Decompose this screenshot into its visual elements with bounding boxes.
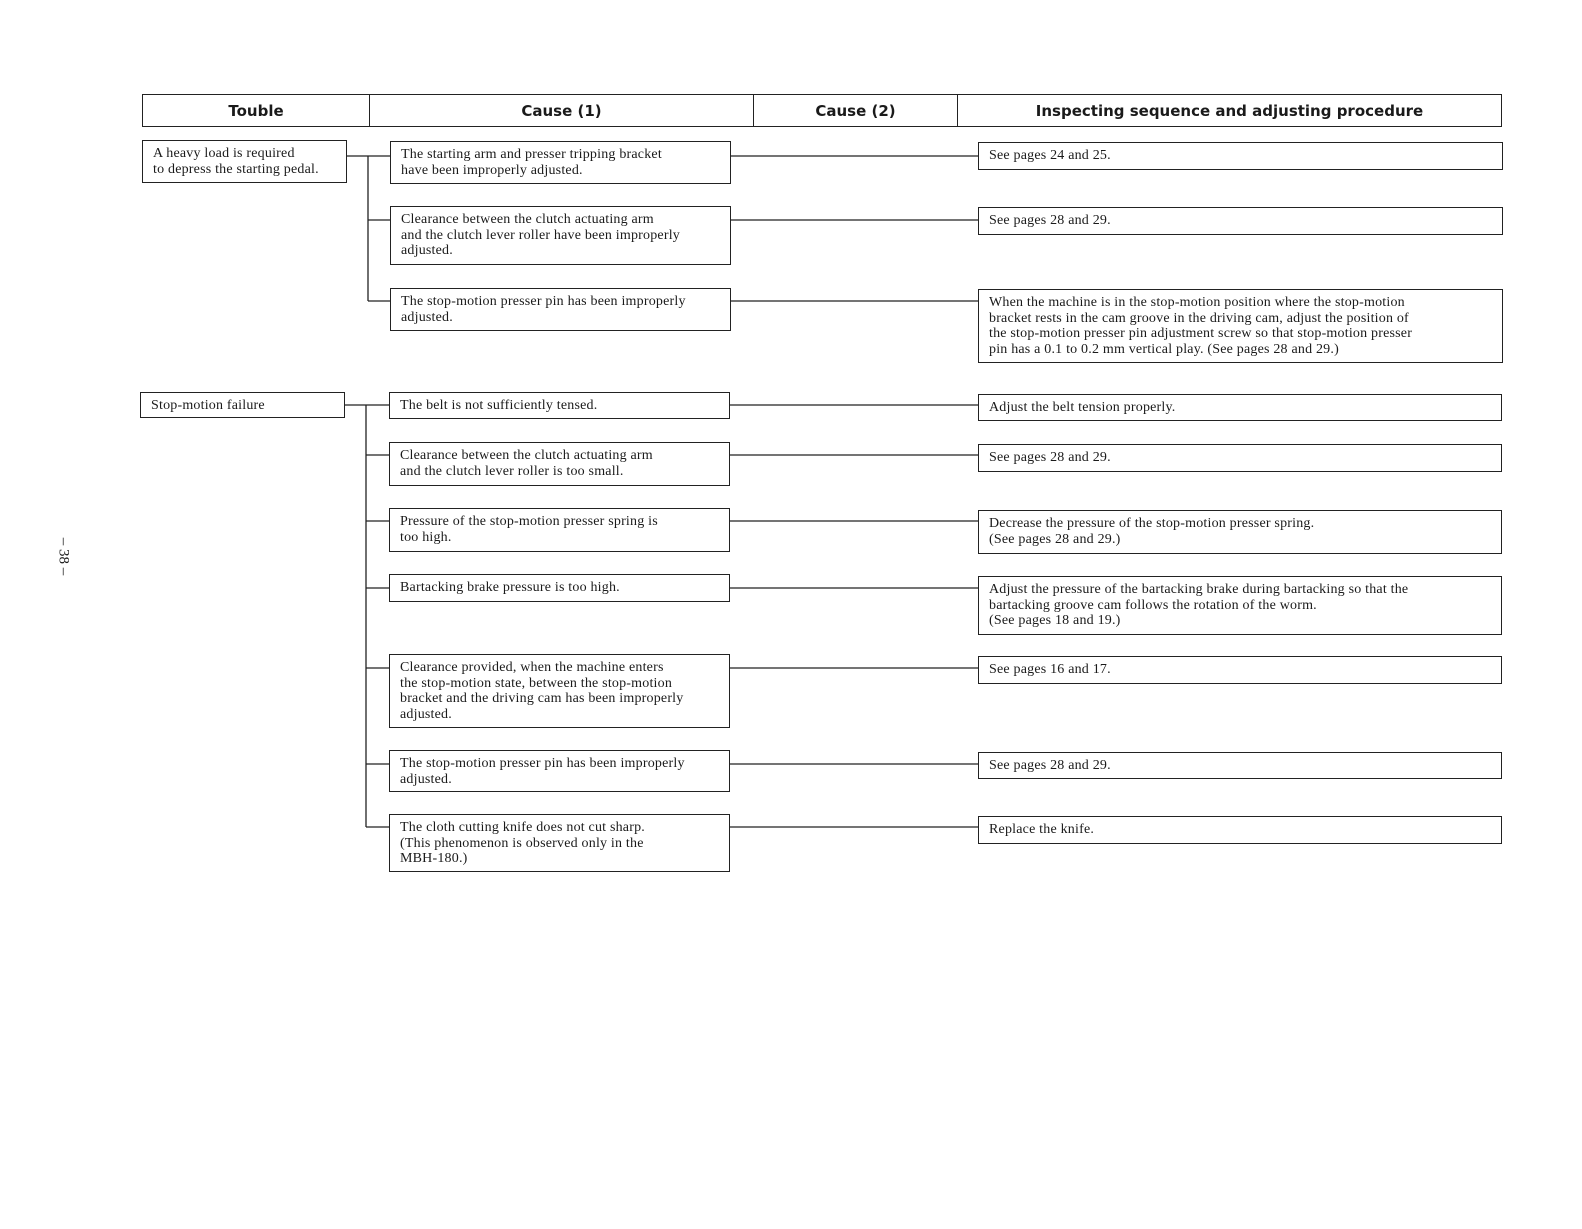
cause-text-line: and the clutch lever roller is too small. — [400, 463, 624, 479]
procedure-box — [978, 510, 1502, 554]
procedure-text-line: bartacking groove cam follows the rotation of the worm. — [989, 597, 1317, 613]
cause-text-line: Clearance between the clutch actuating arm — [401, 212, 654, 227]
cause-text-line: The stop-motion presser pin has been improperly — [400, 756, 685, 771]
procedure-text-line: Adjust the pressure of the bartacking brake during bartacking so that the — [989, 582, 1409, 597]
procedure-text-line: See pages 16 and 17. — [989, 662, 1111, 677]
cause-box — [389, 814, 730, 872]
cause-text-line: The starting arm and presser tripping bracket — [401, 147, 662, 162]
trouble-text-line: Stop-motion failure — [151, 398, 265, 413]
cause-text-line: adjusted. — [400, 771, 452, 787]
cause-text-line: adjusted. — [400, 706, 452, 722]
procedure-text-line: Decrease the pressure of the stop-motion presser spring. — [989, 516, 1315, 531]
cause-box — [390, 206, 731, 265]
procedure-text-line: See pages 28 and 29. — [989, 450, 1111, 465]
cause-text-line: bracket and the driving cam has been improperly — [400, 691, 684, 706]
procedure-text-line: Replace the knife. — [989, 822, 1095, 837]
procedure-box — [978, 752, 1502, 779]
procedure-box — [978, 816, 1502, 844]
procedure-text-line: bracket rests in the cam groove in the driving cam, adjust the position of — [989, 310, 1409, 326]
cause-text-line: MBH-180.) — [400, 851, 468, 866]
procedure-text-line: Adjust the belt tension properly. — [989, 400, 1176, 415]
cause-box — [389, 392, 730, 419]
procedure-box — [978, 207, 1503, 235]
cause-text-line: (This phenomenon is observed only in the — [400, 835, 644, 851]
procedure-box — [978, 142, 1503, 170]
cause-box — [389, 654, 730, 728]
trouble-text-line: A heavy load is required — [153, 146, 295, 161]
procedure-box — [978, 656, 1502, 684]
cause-text-line: The stop-motion presser pin has been improperly — [401, 294, 686, 309]
procedure-text-line: (See pages 18 and 19.) — [989, 613, 1121, 628]
header-cause-2: Cause (2) — [753, 94, 958, 127]
cause-text-line: Pressure of the stop-motion presser spring is — [400, 514, 658, 529]
cause-text-line: adjusted. — [401, 309, 453, 325]
cause-box — [389, 750, 730, 792]
cause-text-line: Clearance provided, when the machine enters — [400, 660, 664, 675]
procedure-text-line: See pages 24 and 25. — [989, 148, 1111, 163]
procedure-text-line: See pages 28 and 29. — [989, 213, 1111, 228]
page-number: – 38 – — [55, 537, 72, 576]
cause-text-line: too high. — [400, 529, 452, 545]
procedure-text-line: See pages 28 and 29. — [989, 758, 1111, 773]
cause-text-line: have been improperly adjusted. — [401, 162, 583, 178]
procedure-text-line: the stop-motion presser pin adjustment screw so that stop-motion presser — [989, 326, 1413, 341]
trouble-heavy-load — [142, 140, 347, 183]
procedure-box — [978, 444, 1502, 472]
procedure-box — [978, 576, 1502, 635]
procedure-text-line: (See pages 28 and 29.) — [989, 531, 1121, 547]
cause-text-line: Clearance between the clutch actuating arm — [400, 448, 653, 463]
trouble-text-line: to depress the starting pedal. — [153, 161, 319, 177]
cause-text-line: The cloth cutting knife does not cut sharp. — [400, 820, 645, 835]
cause-text-line: The belt is not sufficiently tensed. — [400, 398, 598, 413]
cause-box — [390, 288, 731, 331]
cause-text-line: adjusted. — [401, 243, 453, 258]
procedure-text-line: pin has a 0.1 to 0.2 mm vertical play. (See pages 28 and 29.) — [989, 341, 1339, 357]
cause-box — [389, 508, 730, 552]
cause-box — [389, 574, 730, 602]
procedure-text-line: When the machine is in the stop-motion position where the stop-motion — [989, 295, 1405, 310]
cause-text-line: the stop-motion state, between the stop-motion — [400, 675, 673, 691]
header-procedure: Inspecting sequence and adjusting procedure — [957, 94, 1502, 127]
header-cause-1: Cause (1) — [369, 94, 754, 127]
procedure-box — [978, 289, 1503, 363]
cause-box — [389, 442, 730, 486]
procedure-box — [978, 394, 1502, 421]
header-trouble: Touble — [142, 94, 370, 127]
trouble-stop-motion-failure — [140, 392, 345, 418]
cause-text-line: and the clutch lever roller have been improperly — [401, 227, 680, 243]
cause-text-line: Bartacking brake pressure is too high. — [400, 580, 620, 595]
cause-box — [390, 141, 731, 184]
